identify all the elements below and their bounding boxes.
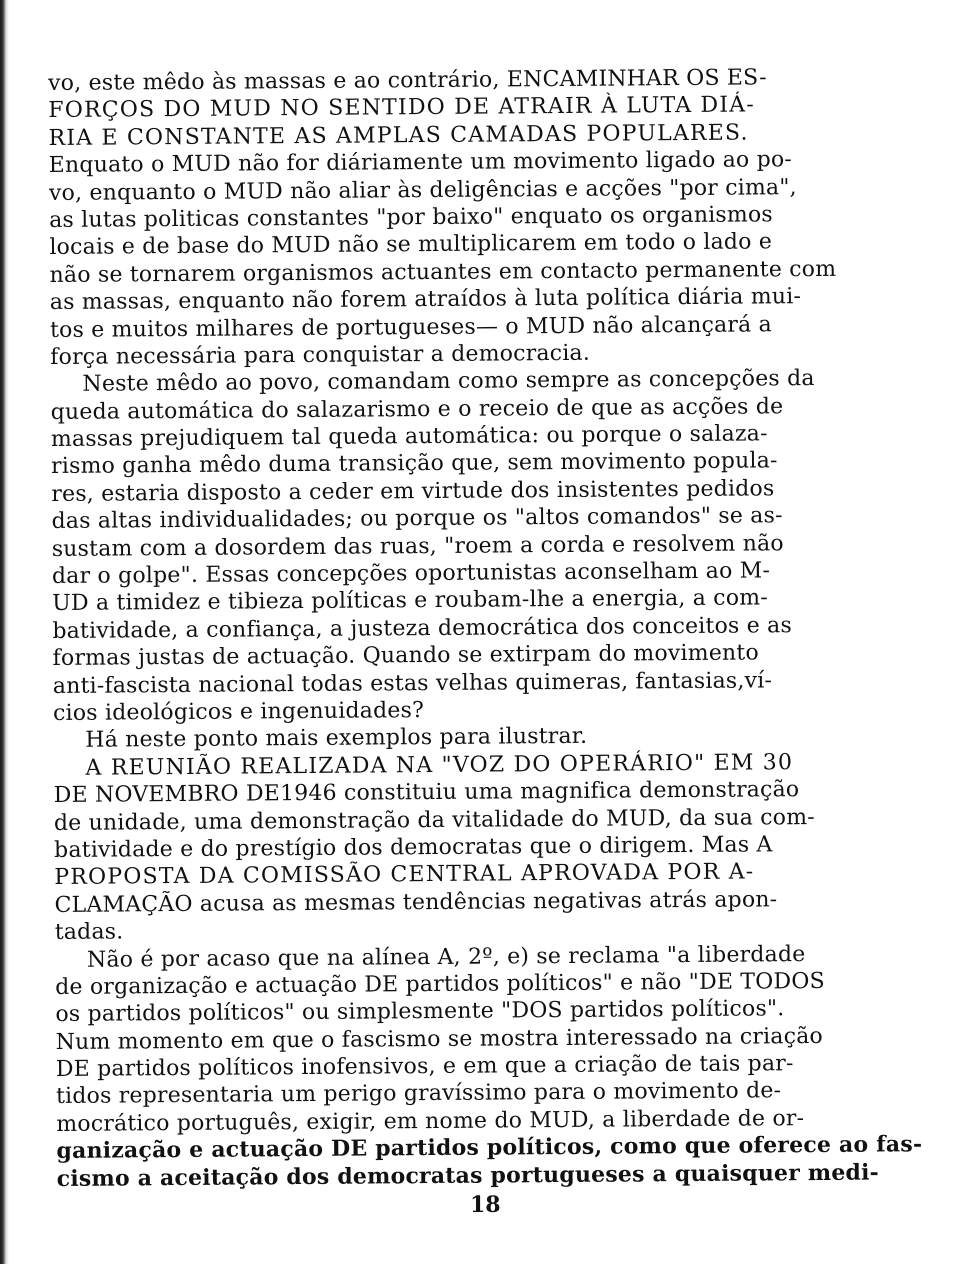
text-line: rismo ganha mêdo duma transição que, sem movimento popula-: [51, 448, 778, 480]
text-line: queda automática do salazarismo e o receio de que as acções de: [50, 393, 784, 425]
text-line: tadas.: [54, 919, 124, 946]
text-line: DE partidos políticos inofensivos, e em que a criação de tais par-: [55, 1051, 794, 1083]
text-line: as massas, enquanto não forem atraídos à luta política diária mui-: [49, 284, 802, 316]
text-line: Enquato o MUD não for diáriamente um movimento ligado ao po-: [48, 147, 793, 179]
text-line: vo, enquanto o MUD não aliar às deligências e acções "por cima",: [48, 174, 797, 206]
text-line: dar o golpe". Essas concepções oportunistas aconselham ao M-: [51, 558, 771, 590]
text-line: tos e muitos milhares de portugueses— o MUD não alcançará a: [49, 311, 772, 343]
text-line: CLAMAÇÃO acusa as mesmas tendências negativas atrás apon-: [54, 887, 778, 918]
text-line: de unidade, uma demonstração da vitalidade do MUD, da sua com-: [53, 804, 815, 836]
text-line: anti-fascista nacional todas estas velhas quimeras, fantasias,ví-: [52, 667, 773, 699]
text-line: massas prejudiquem tal queda automática: ou porque o salaza-: [50, 421, 768, 453]
page-number: 18: [470, 1192, 501, 1218]
text-line: cios ideológicos e ingenuidades?: [52, 698, 425, 726]
text-line: cismo a aceitação dos democratas portugueses a quaisquer medi-: [56, 1159, 880, 1192]
text-line: não se tornarem organismos actuantes em contacto permanente com: [49, 256, 837, 288]
text-line: mocrático português, exigir, em nome do MUD, a liberdade de or-: [56, 1105, 805, 1137]
text-line: Num momento em que o fascismo se mostra interessado na criação: [55, 1023, 824, 1055]
text-line: DE NOVEMBRO DE1946 constituiu uma magnifica demonstração: [53, 777, 800, 809]
text-line: A REUNIÃO REALIZADA NA "VOZ DO OPERÁRIO" EM 30: [85, 749, 794, 781]
text-line: UD a timidez e tibieza políticas e roubam-lhe a energia, a com-: [52, 585, 769, 617]
text-line: vo, este mêdo às massas e ao contrário, ENCAMINHAR OS ES-: [48, 65, 767, 96]
scan-shadow-edge: [0, 0, 9, 1264]
text-line: ganização e actuação DE partidos políticos, como que oferece ao fas-: [56, 1131, 923, 1165]
body-text: [48, 63, 947, 1193]
text-line: sustam com a dosordem das ruas, "roem a corda e resolvem não: [51, 530, 784, 562]
text-line: tidos representaria um perigo gravíssimo para o movimento de-: [55, 1078, 782, 1110]
text-line: batividade, a confiança, a justeza democrática dos conceitos e as: [52, 612, 792, 644]
text-line: res, estaria disposto a ceder em virtude dos insistentes pedidos: [51, 476, 775, 507]
text-line: locais e de base do MUD não se multiplicarem em todo o lado e: [49, 229, 773, 261]
text-line: batividade e do prestígio dos democratas que o dirigem. Mas A: [54, 832, 773, 863]
text-line: de organização e actuação DE partidos políticos" e não "DE TODOS: [55, 968, 825, 1000]
text-line: PROPOSTA DA COMISSÃO CENTRAL APROVADA POR A-: [54, 859, 755, 891]
text-line: Há neste ponto mais exemplos para ilustrar.: [85, 724, 588, 754]
text-line: os partidos políticos" ou simplesmente "DOS partidos políticos".: [55, 996, 785, 1028]
text-line: RIA E CONSTANTE AS AMPLAS CAMADAS POPULARES.: [48, 120, 749, 151]
text-line: formas justas de actuação. Quando se extirpam do movimento: [52, 640, 759, 672]
text-line: Não é por acaso que na alínea A, 2º, e) se reclama "a liberdade: [86, 941, 806, 973]
text-line: Neste mêdo ao povo, comandam como sempre as concepções da: [82, 366, 815, 398]
text-line: das altas individualidades; ou porque os "altos comandos" se as-: [51, 503, 783, 535]
text-line: FORÇOS DO MUD NO SENTIDO DE ATRAIR À LUTA DIÁ-: [48, 92, 756, 124]
text-line: força necessária para conquistar a democracia.: [50, 340, 591, 370]
text-line: as lutas politicas constantes "por baixo" enquato os organismos: [49, 202, 773, 233]
